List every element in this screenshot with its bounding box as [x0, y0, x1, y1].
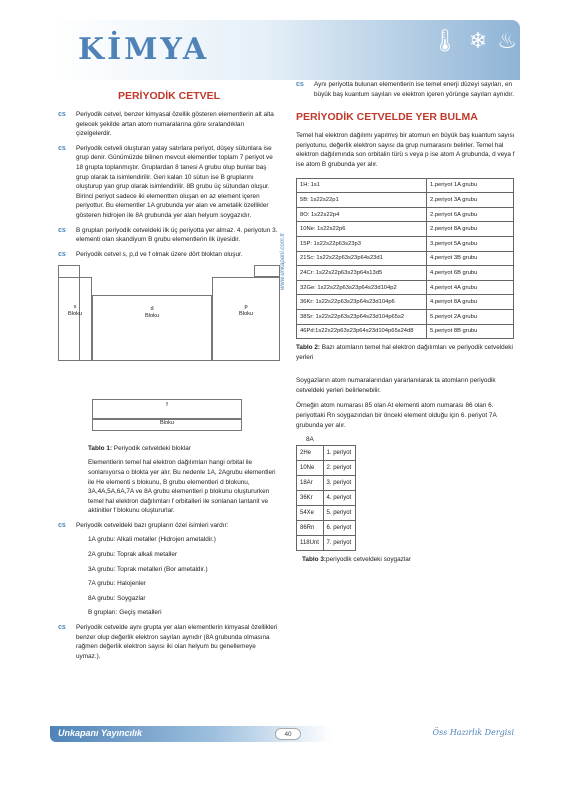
- table-row: 32Ge: 1s22s22p63s23p64s23d104p2 4.periyot 4A grubu: [297, 280, 514, 295]
- section-title-locating: PERİYODİK CETVELDE YER BULMA: [296, 111, 478, 124]
- bullet-icon: cs: [58, 521, 66, 529]
- table-row: 1H: 1s1 1.periyot 1A grubu: [297, 178, 514, 193]
- list-item: 3A grubu: Toprak metalleri (Bor ametaldir.): [88, 565, 208, 573]
- bullet-4: cs Periyodik cetvel s, p,d ve f olmak üzere dört bloktan oluşur.: [58, 250, 243, 258]
- right-column: [296, 80, 516, 571]
- header-icons: [431, 28, 517, 54]
- example-text: Örneğin atom numarası 85 olan At elementi atom numarası 86 olan 6. periyottaki Rn soygazından bir önceki element olduğu için 6. periyot 7A grubunda yer alır.: [296, 402, 497, 429]
- noble-gas-text: Soygazların atom numaralarından yararlanılarak ta atomların periyodik cetveldeki yerleri belirlenebilir.: [296, 377, 496, 394]
- locating-intro: Temel hal elektron dağılımı yapılmış bir atomun en büyük baş kuantum sayısı periyotunu, değerlik elektron sayısı da grup numarasını belirler. Temel hal elektron dağılımında son orbitalin türü s veya p ise atom A grubunda, d veya f ise atom B grubunda yer alır.: [296, 132, 515, 168]
- bullet-1: cs Periyodik cetvel, benzer kimyasal özellik gösteren elementlerin alt alta gelecek şekilde artan atom numaralarına göre sıralandıkları çizelgelerdir.: [58, 111, 274, 138]
- table-row: 36Kr 4. periyot: [297, 491, 356, 506]
- magazine-name: Öss Hazırlık Dergisi: [432, 728, 514, 737]
- list-item: 7A grubu: Halojenler: [88, 580, 146, 588]
- table-row: 18Ar 3. periyot: [297, 476, 356, 491]
- table-row: 2He 1. periyot: [297, 446, 356, 461]
- bullet-icon: cs: [58, 250, 66, 258]
- side-url: www.unkapani.com.tr: [280, 232, 286, 290]
- table-row: 10Ne: 1s22s22p6 2.periyot 8A grubu: [297, 222, 514, 237]
- table-row: 24Cr: 1s22s22p63s23p64s13d5 4.periyot 6B grubu: [297, 266, 514, 281]
- table-row: 86Rn 6. periyot: [297, 521, 356, 536]
- subject-logo: KİMYA: [78, 32, 210, 67]
- bullet-right-1: cs Aynı periyotta bulunan elementlerin ise temel enerji düzeyi sayıları, en büyük baş kuantum sayıları ve elektron içeren yörünge sayıları aynıdır.: [296, 81, 514, 98]
- flame-icon: ♨: [497, 28, 517, 53]
- group-names-list: [58, 535, 280, 618]
- list-item: 8A grubu: Soygazlar: [88, 594, 146, 602]
- table-row: 8O: 1s22s22p4 2.periyot 6A grubu: [297, 207, 514, 222]
- d-block: d Bloku: [92, 295, 212, 361]
- table-3-header: 8A: [306, 436, 314, 444]
- table-row: 118Unt 7. periyot: [297, 536, 356, 551]
- thermometer-icon: 🌡: [430, 28, 459, 53]
- bullet-icon: cs: [58, 226, 66, 234]
- table-row: 10Ne 2. periyot: [297, 461, 356, 476]
- f-block-label: Bloku: [92, 419, 242, 431]
- bullet-icon: cs: [58, 624, 66, 632]
- noble-gas-table: [296, 445, 356, 551]
- bullet-icon: cs: [58, 144, 66, 152]
- table-row: 54Xe 5. periyot: [297, 506, 356, 521]
- caption-table-3: Tablo 3:periyodik cetveldeki soygazlar: [302, 556, 411, 564]
- left-column: [58, 88, 280, 666]
- list-item: 2A grubu: Toprak alkali metaller: [88, 551, 178, 559]
- publisher-logo: Unkapanı Yayıncılık: [58, 728, 143, 738]
- table-row: 15P: 1s22s22p63s23p3 3.periyot 5A grubu: [297, 236, 514, 251]
- bullet-2: cs Periyodik cetveli oluşturan yatay satırlara periyot, düşey sütunlara ise grup denir. Günümüzde bilinen mevcut elementler toplam 7 periyot ve 18 grupta toplanmıştır. Gruplardan 8 tanesi A grubu olup bunlar baş grup olarak ta isimlendirilir. Geri kalan 10 sütun ise B gruplarını oluşturup yan grup olarak isimlendirilir. 8B grubu üç sütundan oluşur. Birinci periyot sadece iki elementten oluşan en az element içeren periyottur. Bu elementler 1A grubunda yer alan ve ametalik özellikler gösteren hidrojen ile 8A grubunda yer alan helyum soygazıdır.: [58, 144, 273, 219]
- bullet-3: cs B grupları periyodik cetveldeki ilk üç periyotta yer almaz. 4. periyotun 3. elementi olan skandiyum B grubu elementlerin ilk üyesidir.: [58, 226, 278, 244]
- bullet-icon: cs: [296, 81, 304, 88]
- electron-config-table: [296, 178, 514, 340]
- p-block: p Bloku: [212, 277, 280, 361]
- page-footer: [50, 726, 520, 744]
- caption-table-2: Tablo 2: Bazı atomların temel hal elektron dağılımları ve periyodik cetveldeki yerleri: [296, 344, 513, 361]
- table-row: 21Sc: 1s22s22p63s23p64s23d1 4.periyot 3B grubu: [297, 251, 514, 266]
- bullet-6: cs Periyodik cetvelde aynı grupta yer alan elementlerin kimyasal özellikleri benzer olup değerlik elektron sayıları aynıdır (8A grubunda olmasına rağmen değerlik elektron sayısı iki olan helyum bu genellemeye uymaz.).: [58, 624, 278, 660]
- caption-table-1: Tablo 1: Periyodik cetveldeki bloklar: [88, 445, 191, 453]
- table-row: 5B: 1s22s22p1 2.periyot 3A grubu: [297, 193, 514, 208]
- bullet-5: cs Periyodik cetveldeki bazı grupların özel isimleri vardır:: [58, 521, 229, 529]
- page-number: 40: [275, 728, 301, 740]
- table-row: 36Kr: 1s22s22p63s23p64s23d104p6 4.periyot 8A grubu: [297, 295, 514, 310]
- he-cell: [254, 265, 280, 277]
- list-item: B grupları: Geçiş metalleri: [88, 609, 162, 617]
- section-title-periodic-table: PERİYODİK CETVEL: [117, 90, 221, 102]
- snowflake-icon: ❄: [468, 28, 488, 53]
- list-item: 1A grubu: Alkali metaller (Hidrojen ametaldir.): [88, 536, 216, 544]
- block-explanation: Elementlerin temel hal elektron dağılımları hangi orbital ile sonlanıyorsa o blokta yer alır. Bu nedenle 1A, 2Agrubu elementleri ile He elementi s blokunu, B grubu elementleri d blokunu, 3A,4A,5A,6A,7A ve 8A grubu elementleri p blokunu oluştururken temel hal elektron dağılımları f orbitalleri ile sonlanan lantanit ve aktinitler f blokunu oluştururlar.: [88, 459, 276, 515]
- block-diagram: [58, 265, 280, 441]
- s-block: s Bloku: [58, 277, 92, 361]
- bullet-icon: cs: [58, 111, 66, 118]
- table-row: 38Sr: 1s22s22p63s23p64s23d104p65s2 5.periyot 2A grubu: [297, 309, 514, 324]
- f-block: f: [92, 399, 242, 419]
- table-row: 46Pd:1s22s22p63s23p64s23d104p65s24d8 5.periyot 8B grubu: [297, 324, 514, 339]
